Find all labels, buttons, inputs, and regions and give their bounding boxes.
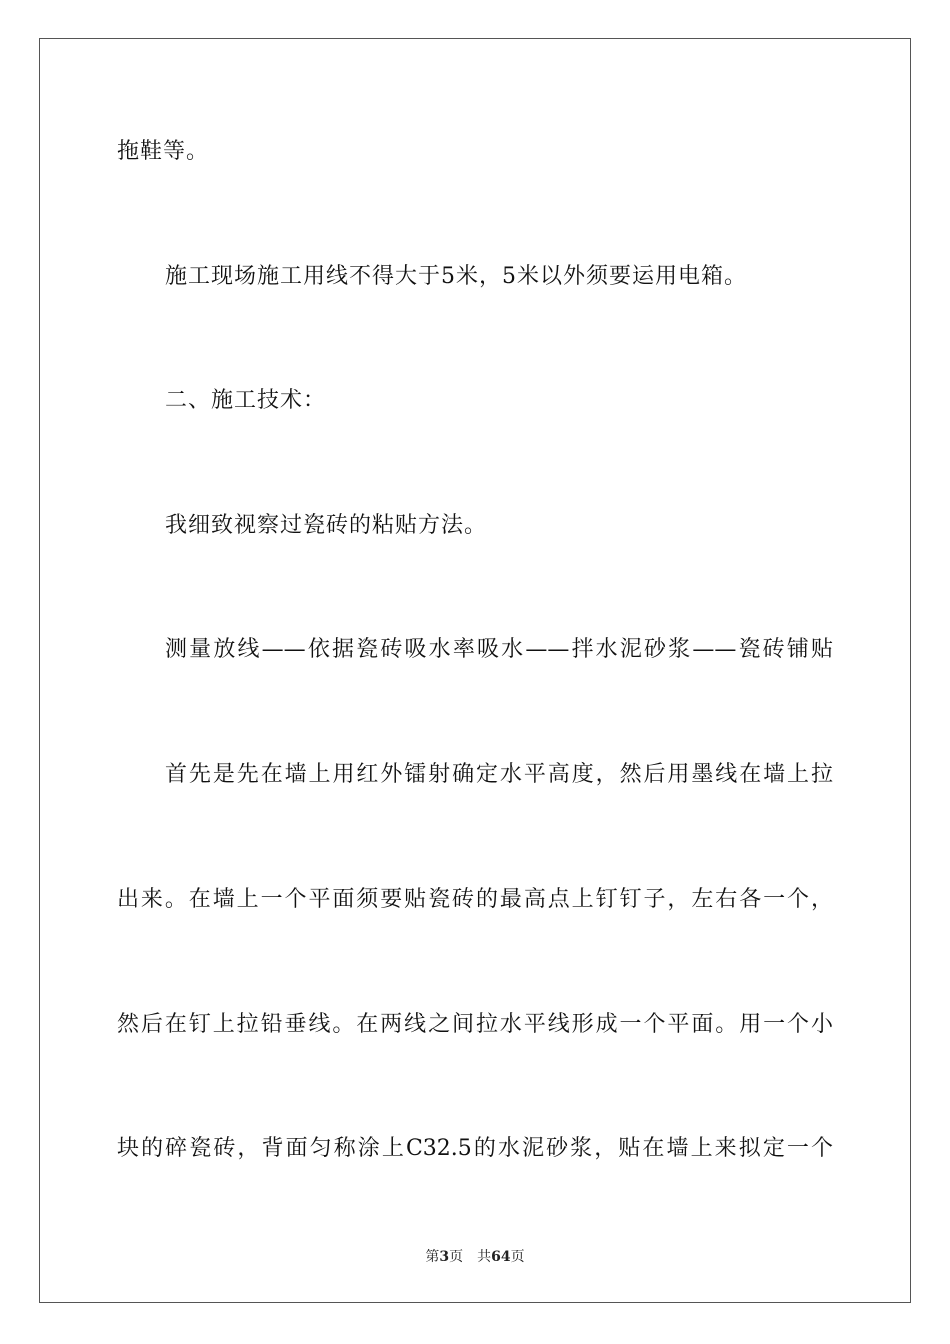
text-line: 测量放线——依据瓷砖吸水率吸水——拌水泥砂浆——瓷砖铺贴 xyxy=(165,637,833,662)
text-line: 我细致视察过瓷砖的粘贴方法。 xyxy=(165,513,488,538)
page-suffix: 页 xyxy=(449,1249,464,1265)
text-line: 拖鞋等。 xyxy=(117,139,210,164)
text-line: 首先是先在墙上用红外镭射确定水平高度，然后用墨线在墙上拉 xyxy=(165,762,833,787)
total-prefix: 共 xyxy=(477,1249,492,1265)
total-suffix: 页 xyxy=(510,1249,525,1265)
page-number: 3 xyxy=(439,1249,450,1265)
page-prefix: 第 xyxy=(425,1249,440,1265)
text-line: 出来。在墙上一个平面须要贴瓷砖的最高点上钉钉子，左右各一个， xyxy=(117,887,833,912)
total-pages: 64 xyxy=(491,1249,511,1265)
text-line: 块的碎瓷砖，背面匀称涂上C32.5的水泥砂浆，贴在墙上来拟定一个 xyxy=(117,1136,833,1161)
text-line: 然后在钉上拉铅垂线。在两线之间拉水平线形成一个平面。用一个小 xyxy=(117,1012,833,1037)
section-heading: 二、施工技术： xyxy=(165,388,327,413)
text-line: 施工现场施工用线不得大于5米，5米以外须要运用电箱。 xyxy=(165,264,747,289)
page-footer xyxy=(0,1248,950,1266)
page-border xyxy=(39,38,911,1303)
